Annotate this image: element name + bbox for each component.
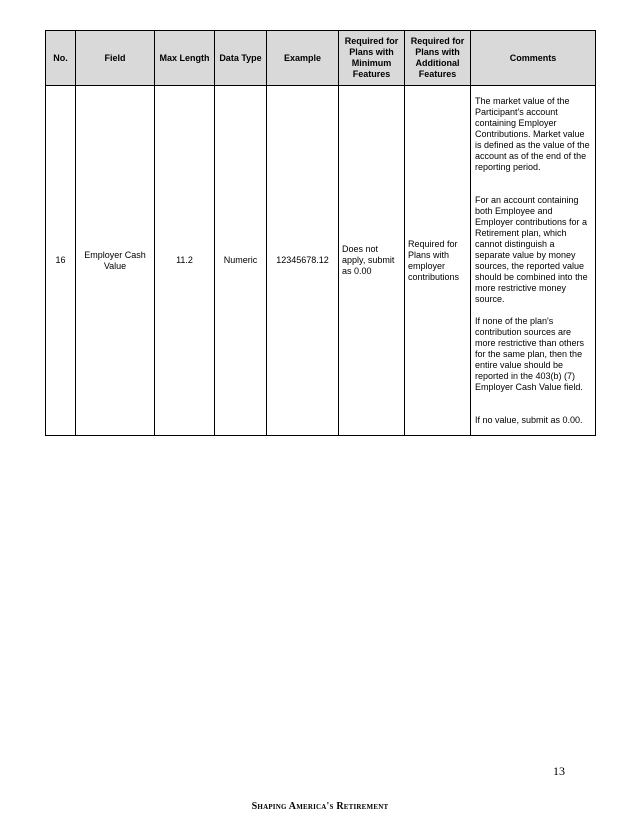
header-field: Field: [76, 31, 155, 86]
comment-paragraph: If no value, submit as 0.00.: [475, 415, 583, 425]
cell-field: Employer Cash Value: [76, 86, 155, 436]
header-comments: Comments: [471, 31, 596, 86]
comment-paragraph: If none of the plan's contribution sources are more restrictive than others for the same plan, then the entire value should be reported in the 403(b) (7) Employer Cash Value field.: [475, 316, 585, 392]
cell-example: 12345678.12: [267, 86, 339, 436]
table-row: [46, 86, 596, 436]
footer-text: Shaping America's Retirement: [251, 801, 389, 812]
header-data-type: Data Type: [215, 31, 267, 86]
comment-paragraph: The market value of the Participant's account containing Employer Contributions. Market value is defined as the value of the account as of the end of the reporting period.: [475, 96, 590, 172]
cell-required-minimum: Does not apply, submit as 0.00: [339, 86, 405, 436]
cell-data-type: Numeric: [215, 86, 267, 436]
header-example: Example: [267, 31, 339, 86]
header-required-minimum: Required for Plans with Minimum Features: [339, 31, 405, 86]
header-no: No.: [46, 31, 76, 86]
cell-max-length: 11.2: [155, 86, 215, 436]
header-max-length: Max Length: [155, 31, 215, 86]
table-header-row: [46, 31, 596, 86]
header-required-additional: Required for Plans with Additional Features: [405, 31, 471, 86]
comment-paragraph: For an account containing both Employee and Employer contributions for a Retirement plan, which cannot distinguish a separate value by money sources, the reported value should be combined into the more restrictive money source.: [475, 195, 588, 304]
cell-comments: [471, 86, 596, 436]
field-spec-table: [45, 30, 596, 436]
cell-required-additional: Required for Plans with employer contributions: [405, 86, 471, 436]
cell-no: 16: [46, 86, 76, 436]
page-number: 13: [553, 764, 565, 778]
